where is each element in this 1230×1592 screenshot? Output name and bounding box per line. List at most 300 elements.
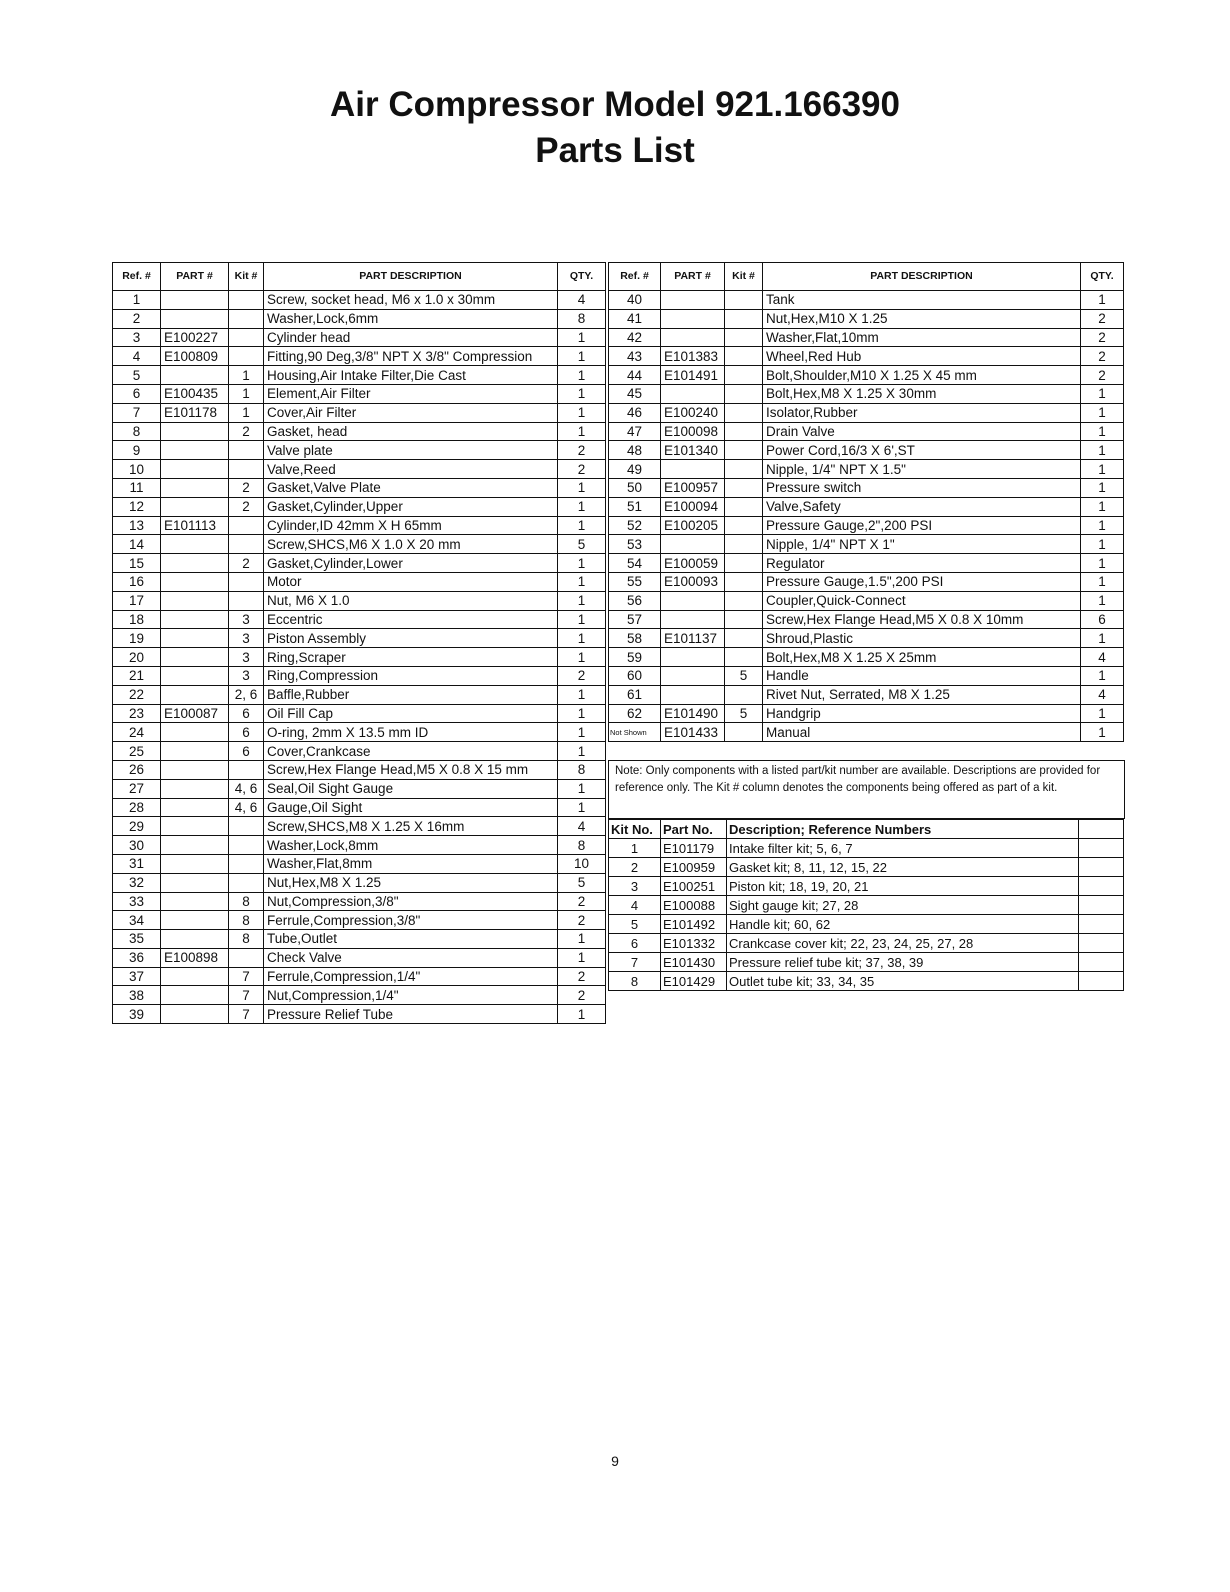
kit-blank-cell (1079, 858, 1124, 877)
part-number-cell: E101491 (661, 366, 725, 385)
ref-cell: 36 (113, 948, 161, 967)
table-row (609, 347, 1124, 366)
part-number-cell (661, 460, 725, 479)
qty-cell: 2 (1081, 347, 1124, 366)
table-row (609, 610, 1124, 629)
qty-cell: 1 (558, 384, 606, 403)
ref-cell: 4 (113, 347, 161, 366)
kit-cell (725, 516, 763, 535)
kit-cell (725, 610, 763, 629)
table-row (113, 817, 606, 836)
qty-cell: 1 (558, 572, 606, 591)
qty-cell: 1 (558, 347, 606, 366)
description-cell: Cover,Air Filter (264, 403, 558, 422)
part-number-cell (661, 648, 725, 667)
description-cell: Ferrule,Compression,1/4" (264, 967, 558, 986)
table-row (113, 629, 606, 648)
description-cell: Pressure Gauge,2",200 PSI (763, 516, 1081, 535)
part-number-cell (161, 1005, 229, 1024)
part-number-cell: E100093 (661, 572, 725, 591)
kit-header-row (609, 820, 1124, 839)
qty-cell: 4 (558, 817, 606, 836)
part-number-cell (161, 610, 229, 629)
table-row (609, 591, 1124, 610)
kit-desc-cell: Sight gauge kit; 27, 28 (727, 896, 1079, 915)
ref-cell: 49 (609, 460, 661, 479)
kit-cell (725, 309, 763, 328)
qty-cell: 1 (558, 328, 606, 347)
kit-cell: 8 (229, 892, 264, 911)
qty-cell: 2 (558, 892, 606, 911)
kit-desc-cell: Handle kit; 60, 62 (727, 915, 1079, 934)
col-part-header: PART # (161, 263, 229, 291)
part-number-cell: E100898 (161, 948, 229, 967)
ref-cell: 14 (113, 535, 161, 554)
description-cell: Washer,Lock,6mm (264, 309, 558, 328)
kit-desc-cell: Outlet tube kit; 33, 34, 35 (727, 972, 1079, 991)
qty-cell: 5 (558, 535, 606, 554)
kit-blank-cell (1079, 896, 1124, 915)
table-row (113, 328, 606, 347)
parts-table-right (608, 262, 1124, 742)
qty-cell: 2 (1081, 309, 1124, 328)
qty-cell: 1 (558, 648, 606, 667)
description-cell: Check Valve (264, 948, 558, 967)
kit-part-cell: E101430 (661, 953, 727, 972)
description-cell: Screw, socket head, M6 x 1.0 x 30mm (264, 291, 558, 310)
col-desc-header: PART DESCRIPTION (763, 263, 1081, 291)
description-cell: Nut,Hex,M10 X 1.25 (763, 309, 1081, 328)
qty-cell: 1 (1081, 629, 1124, 648)
part-number-cell (661, 328, 725, 347)
description-cell: Pressure switch (763, 478, 1081, 497)
ref-cell: 41 (609, 309, 661, 328)
ref-cell: 48 (609, 441, 661, 460)
table-row (113, 986, 606, 1005)
kit-cell: 4, 6 (229, 798, 264, 817)
kit-cell: 1 (229, 366, 264, 385)
description-cell: Motor (264, 572, 558, 591)
kit-no-cell: 8 (609, 972, 661, 991)
qty-cell: 2 (558, 967, 606, 986)
table-row (113, 460, 606, 479)
description-cell: Handgrip (763, 704, 1081, 723)
kit-cell: 1 (229, 384, 264, 403)
qty-cell: 4 (1081, 648, 1124, 667)
kit-blank-cell (1079, 915, 1124, 934)
table-row (609, 704, 1124, 723)
description-cell: Seal,Oil Sight Gauge (264, 779, 558, 798)
table-row (609, 723, 1124, 742)
title-line-1: Air Compressor Model 921.166390 (330, 85, 900, 124)
ref-cell: 60 (609, 666, 661, 685)
kit-desc-cell: Pressure relief tube kit; 37, 38, 39 (727, 953, 1079, 972)
qty-cell: 1 (1081, 478, 1124, 497)
kit-cell (229, 836, 264, 855)
kit-note: Note: Only components with a listed part/kit number are available. Descriptions are provided for reference only. The Kit # column denotes the components being offered as part of a kit. (608, 760, 1125, 819)
table-row (113, 685, 606, 704)
description-cell: Ferrule,Compression,3/8" (264, 911, 558, 930)
part-number-cell: E101340 (661, 441, 725, 460)
part-number-cell (161, 591, 229, 610)
col-part-header: PART # (661, 263, 725, 291)
table-row (113, 836, 606, 855)
description-cell: Screw,SHCS,M8 X 1.25 X 16mm (264, 817, 558, 836)
kit-cell (229, 535, 264, 554)
table-row (609, 629, 1124, 648)
kit-cell: 8 (229, 911, 264, 930)
description-cell: Screw,Hex Flange Head,M5 X 0.8 X 15 mm (264, 760, 558, 779)
kit-cell (725, 328, 763, 347)
ref-cell: 39 (113, 1005, 161, 1024)
qty-cell: 1 (1081, 460, 1124, 479)
kit-cell: 2, 6 (229, 685, 264, 704)
part-number-cell (661, 666, 725, 685)
table-row (609, 666, 1124, 685)
ref-cell: 7 (113, 403, 161, 422)
kit-cell: 6 (229, 704, 264, 723)
kit-part-cell: E101492 (661, 915, 727, 934)
part-number-cell (161, 911, 229, 930)
table-row (113, 441, 606, 460)
table-row (113, 516, 606, 535)
kit-cell (229, 817, 264, 836)
table-row (113, 384, 606, 403)
qty-cell: 8 (558, 309, 606, 328)
qty-cell: 1 (558, 366, 606, 385)
table-row (609, 422, 1124, 441)
part-number-cell (161, 854, 229, 873)
part-number-cell (161, 742, 229, 761)
description-cell: Bolt,Hex,M8 X 1.25 X 30mm (763, 384, 1081, 403)
ref-cell: 54 (609, 554, 661, 573)
part-number-cell: E101433 (661, 723, 725, 742)
ref-cell: 62 (609, 704, 661, 723)
col-desc-header: PART DESCRIPTION (264, 263, 558, 291)
part-number-cell: E100435 (161, 384, 229, 403)
table-row (609, 460, 1124, 479)
ref-cell: 1 (113, 291, 161, 310)
ref-cell: 12 (113, 497, 161, 516)
table-row (609, 478, 1124, 497)
table-row (113, 610, 606, 629)
table-row (113, 366, 606, 385)
qty-cell: 1 (558, 742, 606, 761)
kit-cell: 7 (229, 967, 264, 986)
table-row (609, 403, 1124, 422)
kit-cell: 2 (229, 478, 264, 497)
description-cell: Tank (763, 291, 1081, 310)
kit-blank-cell (1079, 934, 1124, 953)
table-row (113, 967, 606, 986)
kit-no-cell: 1 (609, 839, 661, 858)
table-row (113, 854, 606, 873)
qty-cell: 2 (558, 666, 606, 685)
description-cell: Nipple, 1/4" NPT X 1.5" (763, 460, 1081, 479)
kit-cell: 5 (725, 666, 763, 685)
qty-cell: 2 (558, 441, 606, 460)
table-row (113, 704, 606, 723)
part-number-cell (161, 723, 229, 742)
ref-cell: 16 (113, 572, 161, 591)
parts-table-left (112, 262, 606, 1024)
ref-cell: 29 (113, 817, 161, 836)
qty-cell: 1 (1081, 535, 1124, 554)
qty-cell: 2 (1081, 366, 1124, 385)
qty-cell: 5 (558, 873, 606, 892)
part-number-cell (661, 309, 725, 328)
description-cell: Oil Fill Cap (264, 704, 558, 723)
qty-cell: 1 (558, 591, 606, 610)
kit-blank-cell (1079, 839, 1124, 858)
qty-cell: 8 (558, 836, 606, 855)
table-row (113, 422, 606, 441)
kit-no-cell: 5 (609, 915, 661, 934)
kit-blank-header (1079, 820, 1124, 839)
title-line-2: Parts List (535, 131, 695, 170)
qty-cell: 1 (1081, 554, 1124, 573)
part-number-cell: E100240 (661, 403, 725, 422)
part-number-cell (161, 817, 229, 836)
table-row (113, 873, 606, 892)
table-row (113, 723, 606, 742)
description-cell: Valve,Reed (264, 460, 558, 479)
part-number-cell: E101178 (161, 403, 229, 422)
part-number-cell (661, 685, 725, 704)
kit-cell (725, 460, 763, 479)
ref-cell: 20 (113, 648, 161, 667)
part-number-cell (161, 366, 229, 385)
description-cell: Tube,Outlet (264, 930, 558, 949)
ref-cell: 30 (113, 836, 161, 855)
ref-cell: 45 (609, 384, 661, 403)
description-cell: Washer,Flat,8mm (264, 854, 558, 873)
table-row (113, 1005, 606, 1024)
ref-cell: 57 (609, 610, 661, 629)
kit-cell (229, 854, 264, 873)
ref-cell: 26 (113, 760, 161, 779)
ref-cell: 28 (113, 798, 161, 817)
description-cell: Handle (763, 666, 1081, 685)
description-cell: Valve,Safety (763, 497, 1081, 516)
description-cell: Drain Valve (763, 422, 1081, 441)
ref-cell: 34 (113, 911, 161, 930)
kit-part-no-header: Part No. (661, 820, 727, 839)
ref-cell: 5 (113, 366, 161, 385)
table-row (113, 572, 606, 591)
qty-cell: 4 (558, 291, 606, 310)
kit-cell (725, 497, 763, 516)
qty-cell: 1 (558, 930, 606, 949)
qty-cell: 1 (1081, 422, 1124, 441)
part-number-cell (661, 535, 725, 554)
ref-cell: 23 (113, 704, 161, 723)
ref-cell: 27 (113, 779, 161, 798)
part-number-cell (161, 892, 229, 911)
qty-cell: 1 (1081, 723, 1124, 742)
part-number-cell: E100059 (661, 554, 725, 573)
ref-cell: 13 (113, 516, 161, 535)
part-number-cell (161, 478, 229, 497)
ref-cell: 18 (113, 610, 161, 629)
part-number-cell (161, 798, 229, 817)
part-number-cell (161, 967, 229, 986)
kit-row (609, 934, 1124, 953)
qty-cell: 2 (558, 986, 606, 1005)
ref-cell: 9 (113, 441, 161, 460)
table-row (113, 742, 606, 761)
description-cell: Shroud,Plastic (763, 629, 1081, 648)
kit-part-cell: E101179 (661, 839, 727, 858)
qty-cell: 4 (1081, 685, 1124, 704)
kit-cell (229, 591, 264, 610)
kit-cell (725, 648, 763, 667)
table-row (609, 441, 1124, 460)
description-cell: Cylinder head (264, 328, 558, 347)
description-cell: Pressure Gauge,1.5",200 PSI (763, 572, 1081, 591)
kit-blank-cell (1079, 953, 1124, 972)
description-cell: Regulator (763, 554, 1081, 573)
qty-cell: 1 (558, 685, 606, 704)
kit-cell: 6 (229, 742, 264, 761)
description-cell: O-ring, 2mm X 13.5 mm ID (264, 723, 558, 742)
kit-desc-cell: Piston kit; 18, 19, 20, 21 (727, 877, 1079, 896)
kit-cell (229, 760, 264, 779)
kit-cell (725, 422, 763, 441)
kit-cell: 1 (229, 403, 264, 422)
part-number-cell: E100098 (661, 422, 725, 441)
ref-cell: 6 (113, 384, 161, 403)
ref-cell: 51 (609, 497, 661, 516)
ref-cell: 56 (609, 591, 661, 610)
part-number-cell (661, 291, 725, 310)
ref-cell: 61 (609, 685, 661, 704)
part-number-cell: E101113 (161, 516, 229, 535)
kit-blank-cell (1079, 972, 1124, 991)
kit-no-cell: 3 (609, 877, 661, 896)
description-cell: Housing,Air Intake Filter,Die Cast (264, 366, 558, 385)
ref-cell: 38 (113, 986, 161, 1005)
description-cell: Valve plate (264, 441, 558, 460)
qty-cell: 2 (558, 911, 606, 930)
kit-cell: 5 (725, 704, 763, 723)
ref-cell: 32 (113, 873, 161, 892)
description-cell: Nut, M6 X 1.0 (264, 591, 558, 610)
qty-cell: 1 (558, 478, 606, 497)
kit-no-cell: 2 (609, 858, 661, 877)
kit-desc-cell: Gasket kit; 8, 11, 12, 15, 22 (727, 858, 1079, 877)
table-row (113, 478, 606, 497)
qty-cell: 10 (558, 854, 606, 873)
qty-cell: 1 (1081, 572, 1124, 591)
qty-cell: 1 (558, 403, 606, 422)
description-cell: Nut,Compression,1/4" (264, 986, 558, 1005)
kit-cell (725, 384, 763, 403)
kit-cell (229, 309, 264, 328)
description-cell: Nipple, 1/4" NPT X 1" (763, 535, 1081, 554)
kit-no-cell: 4 (609, 896, 661, 915)
ref-cell: 33 (113, 892, 161, 911)
kit-cell (725, 403, 763, 422)
description-cell: Screw,Hex Flange Head,M5 X 0.8 X 10mm (763, 610, 1081, 629)
qty-cell: 1 (558, 723, 606, 742)
qty-cell: 1 (558, 779, 606, 798)
qty-cell: 1 (558, 798, 606, 817)
table-row (609, 291, 1124, 310)
kit-cell (229, 328, 264, 347)
kit-cell (229, 441, 264, 460)
part-number-cell: E100957 (661, 478, 725, 497)
table-row (609, 384, 1124, 403)
kit-row (609, 858, 1124, 877)
qty-cell: 1 (1081, 516, 1124, 535)
kit-cell (229, 572, 264, 591)
qty-cell: 1 (558, 1005, 606, 1024)
table-row (113, 911, 606, 930)
part-number-cell (161, 629, 229, 648)
page-title (0, 82, 1230, 174)
qty-cell: 1 (558, 497, 606, 516)
description-cell: Ring,Scraper (264, 648, 558, 667)
kit-cell (725, 572, 763, 591)
kit-cell (725, 535, 763, 554)
part-number-cell (161, 648, 229, 667)
part-number-cell (661, 610, 725, 629)
kit-row (609, 839, 1124, 858)
kit-cell (725, 478, 763, 497)
table-row (609, 328, 1124, 347)
ref-cell: 21 (113, 666, 161, 685)
description-cell: Gauge,Oil Sight (264, 798, 558, 817)
kit-cell (725, 366, 763, 385)
part-number-cell (661, 591, 725, 610)
ref-cell: 43 (609, 347, 661, 366)
table-row (113, 666, 606, 685)
table-row (113, 798, 606, 817)
ref-cell: 40 (609, 291, 661, 310)
qty-cell: 1 (1081, 666, 1124, 685)
part-number-cell (161, 554, 229, 573)
ref-cell: 17 (113, 591, 161, 610)
description-cell: Fitting,90 Deg,3/8" NPT X 3/8" Compression (264, 347, 558, 366)
ref-cell: 35 (113, 930, 161, 949)
part-number-cell (161, 309, 229, 328)
ref-cell: 46 (609, 403, 661, 422)
qty-cell: 1 (558, 629, 606, 648)
kit-row (609, 915, 1124, 934)
ref-cell: 10 (113, 460, 161, 479)
part-number-cell (161, 441, 229, 460)
description-cell: Piston Assembly (264, 629, 558, 648)
table-row (113, 892, 606, 911)
description-cell: Gasket,Cylinder,Lower (264, 554, 558, 573)
kit-cell (229, 291, 264, 310)
description-cell: Element,Air Filter (264, 384, 558, 403)
kit-cell (229, 460, 264, 479)
qty-cell: 6 (1081, 610, 1124, 629)
kit-cell: 2 (229, 554, 264, 573)
kit-cell (725, 591, 763, 610)
table-row (113, 347, 606, 366)
ref-cell: 50 (609, 478, 661, 497)
description-cell: Rivet Nut, Serrated, M8 X 1.25 (763, 685, 1081, 704)
description-cell: Eccentric (264, 610, 558, 629)
part-number-cell: E100205 (661, 516, 725, 535)
col-qty-header: QTY. (1081, 263, 1124, 291)
table-header-row (113, 263, 606, 291)
description-cell: Cover,Crankcase (264, 742, 558, 761)
table-row (113, 760, 606, 779)
